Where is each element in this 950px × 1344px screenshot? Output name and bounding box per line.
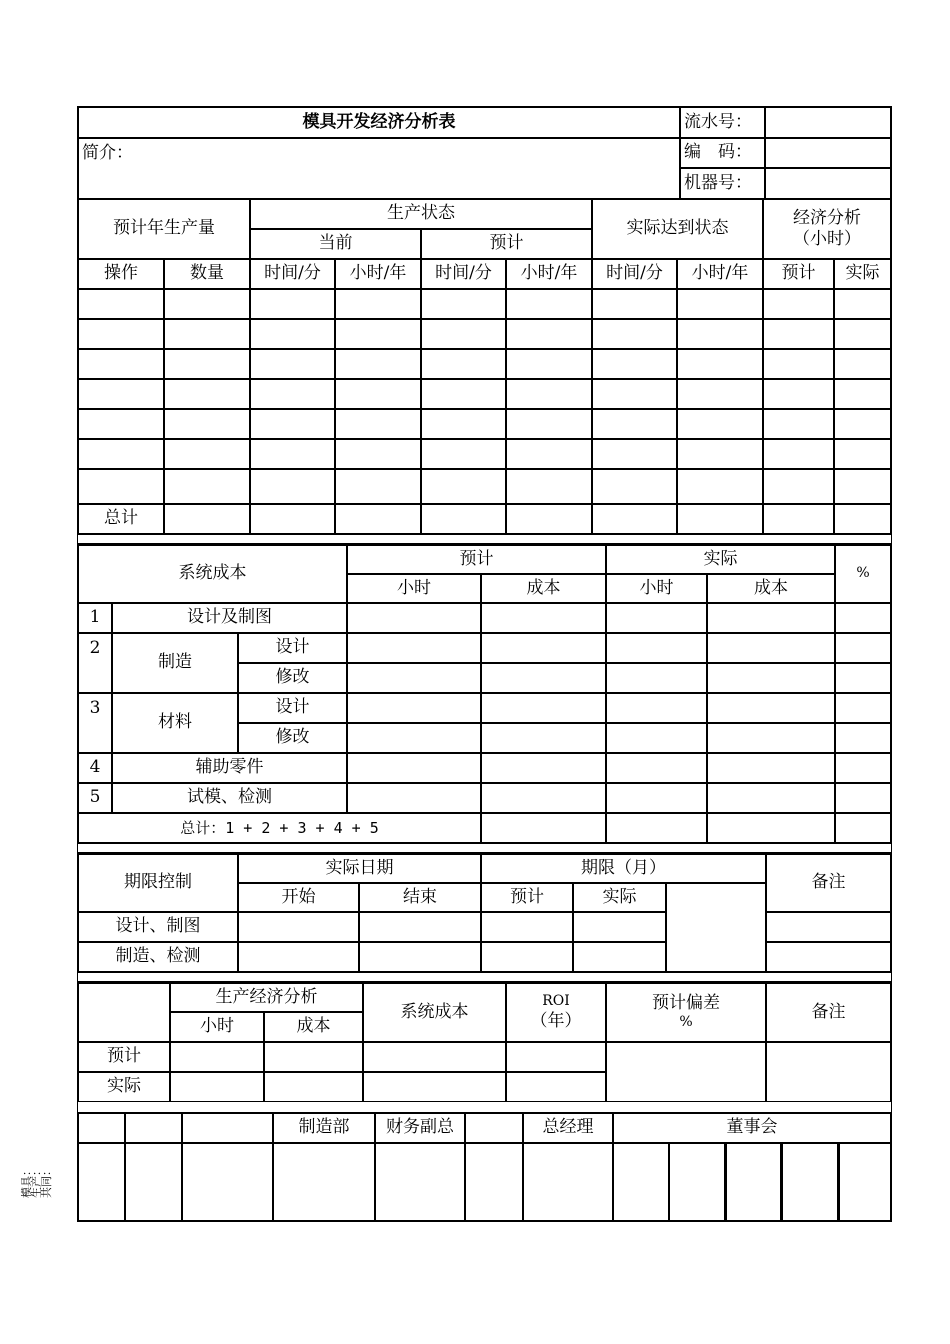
deadline-remarks-cell[interactable] xyxy=(766,912,891,942)
summary-row-label: 实际 xyxy=(78,1072,170,1102)
production-data-cell[interactable] xyxy=(506,349,592,379)
sc-row-item: 试模、检测 xyxy=(112,783,347,813)
production-data-cell[interactable] xyxy=(834,409,891,439)
deadline-value-cell[interactable] xyxy=(359,942,481,972)
production-data-cell[interactable] xyxy=(763,349,834,379)
system-cost-value-cell[interactable] xyxy=(835,603,891,633)
production-column-header: 数量 xyxy=(164,259,250,289)
sc-row-sub: 修改 xyxy=(238,723,347,753)
deadline-value-cell[interactable] xyxy=(359,912,481,942)
deadline-row-label: 制造、检测 xyxy=(78,942,238,972)
sc-row-sub: 修改 xyxy=(238,663,347,693)
deadline-remarks-cell[interactable] xyxy=(766,942,891,972)
system-cost-value-cell[interactable] xyxy=(347,603,481,633)
signature-box[interactable] xyxy=(669,1143,726,1221)
system-cost-value-cell[interactable] xyxy=(707,813,835,843)
sc-row-number: 3 xyxy=(78,693,112,753)
production-data-cell[interactable] xyxy=(592,379,677,409)
system-cost-value-cell[interactable] xyxy=(606,693,707,723)
prod-econ-cost-header: 成本 xyxy=(264,1012,363,1042)
system-cost-value-cell[interactable] xyxy=(347,723,481,753)
period-header: 期限（月） xyxy=(481,853,766,883)
production-data-cell[interactable] xyxy=(78,409,164,439)
system-cost-value-cell[interactable] xyxy=(481,633,606,663)
sc-row-item: 设计及制图 xyxy=(112,603,347,633)
production-data-cell[interactable] xyxy=(506,379,592,409)
production-data-cell[interactable] xyxy=(421,289,506,319)
actual-state-header: 实际达到状态 xyxy=(592,199,763,259)
production-data-cell[interactable] xyxy=(421,349,506,379)
prod-econ-header: 生产经济分析 xyxy=(170,982,363,1012)
roi-unit: （年） xyxy=(530,1010,582,1031)
production-data-cell[interactable] xyxy=(506,504,592,534)
machine-label: 机器号： xyxy=(680,168,765,199)
production-data-cell[interactable] xyxy=(834,504,891,534)
sc-plan-hours-header: 小时 xyxy=(347,574,481,603)
production-data-cell[interactable] xyxy=(164,409,250,439)
deadline-value-cell[interactable] xyxy=(481,912,573,942)
plan-deviation-percent: % xyxy=(679,1014,693,1031)
production-column-header: 小时/年 xyxy=(677,259,763,289)
summary-value-cell[interactable] xyxy=(264,1072,363,1102)
system-cost-header: 系统成本 xyxy=(78,544,347,603)
production-data-cell[interactable] xyxy=(78,289,164,319)
production-data-cell[interactable] xyxy=(78,469,164,504)
production-data-cell[interactable] xyxy=(335,504,421,534)
signature-box[interactable] xyxy=(182,1143,273,1221)
production-data-cell[interactable] xyxy=(763,504,834,534)
signature-box[interactable] xyxy=(782,1143,839,1221)
form-title: 模具开发经济分析表 xyxy=(78,107,680,138)
production-data-cell[interactable] xyxy=(677,379,763,409)
roi-header xyxy=(506,982,606,1042)
code-label: 编 码： xyxy=(680,138,765,168)
production-data-cell[interactable] xyxy=(164,319,250,349)
production-data-cell[interactable] xyxy=(592,504,677,534)
system-cost-value-cell[interactable] xyxy=(481,783,606,813)
system-cost-value-cell[interactable] xyxy=(835,633,891,663)
signature-box[interactable] xyxy=(125,1143,182,1221)
system-cost-value-cell[interactable] xyxy=(835,783,891,813)
signature-box[interactable] xyxy=(726,1143,782,1221)
production-data-cell[interactable] xyxy=(763,319,834,349)
deadline-value-cell[interactable] xyxy=(573,912,666,942)
sc-actual-cost-header: 成本 xyxy=(707,574,835,603)
production-data-cell[interactable] xyxy=(421,379,506,409)
board-label: 董事会 xyxy=(613,1112,891,1143)
mold-economic-analysis-form xyxy=(77,106,892,1222)
sc-plan-header: 预计 xyxy=(347,544,606,574)
production-data-cell[interactable] xyxy=(421,469,506,504)
code-value-field[interactable] xyxy=(765,138,891,168)
production-data-cell[interactable] xyxy=(592,319,677,349)
production-data-cell[interactable] xyxy=(78,379,164,409)
sc-percent-header: % xyxy=(835,544,891,603)
actual-date-header: 实际日期 xyxy=(238,853,481,883)
sc-plan-cost-header: 成本 xyxy=(481,574,606,603)
production-data-cell[interactable] xyxy=(506,319,592,349)
production-data-cell[interactable] xyxy=(250,409,335,439)
deadline-value-cell[interactable] xyxy=(573,942,666,972)
system-cost-value-cell[interactable] xyxy=(835,813,891,843)
system-cost-value-cell[interactable] xyxy=(606,723,707,753)
production-data-cell[interactable] xyxy=(677,289,763,319)
system-cost-value-cell[interactable] xyxy=(347,753,481,783)
system-cost-value-cell[interactable] xyxy=(606,813,707,843)
system-cost-value-cell[interactable] xyxy=(835,693,891,723)
period-actual-header: 实际 xyxy=(573,883,666,912)
deadline-row-label: 设计、制图 xyxy=(78,912,238,942)
side-note-text: 模具： 生产： 共同： xyxy=(20,1165,53,1198)
plan-deviation-header xyxy=(606,982,766,1042)
summary-value-cell[interactable] xyxy=(363,1042,506,1072)
production-data-cell[interactable] xyxy=(421,504,506,534)
roi-label: ROI xyxy=(542,993,570,1010)
manufacturing-label: 制造部 xyxy=(273,1112,375,1143)
signature-box[interactable] xyxy=(523,1143,613,1221)
production-data-cell[interactable] xyxy=(335,319,421,349)
system-cost-value-cell[interactable] xyxy=(707,633,835,663)
production-data-cell[interactable] xyxy=(164,349,250,379)
production-data-cell[interactable] xyxy=(250,469,335,504)
deadline-value-cell[interactable] xyxy=(238,912,359,942)
production-data-cell[interactable] xyxy=(506,469,592,504)
plan-deviation-label: 预计偏差 xyxy=(652,993,720,1014)
system-cost-value-cell[interactable] xyxy=(707,783,835,813)
production-data-cell[interactable] xyxy=(164,504,250,534)
sc-total-label: 总计：1 + 2 + 3 + 4 + 5 xyxy=(78,813,481,843)
system-cost-value-cell[interactable] xyxy=(481,663,606,693)
system-cost-value-cell[interactable] xyxy=(606,633,707,663)
sc-row-number: 4 xyxy=(78,753,112,783)
production-data-cell[interactable] xyxy=(421,409,506,439)
production-column-header: 预计 xyxy=(763,259,834,289)
production-data-cell[interactable] xyxy=(250,349,335,379)
end-header: 结束 xyxy=(359,883,481,912)
production-data-cell[interactable] xyxy=(506,409,592,439)
sc-row-item: 辅助零件 xyxy=(112,753,347,783)
system-cost-value-cell[interactable] xyxy=(707,663,835,693)
production-data-cell[interactable] xyxy=(677,439,763,469)
system-cost-value-cell[interactable] xyxy=(347,633,481,663)
production-data-cell[interactable] xyxy=(78,349,164,379)
signature-box[interactable] xyxy=(78,1143,125,1221)
production-column-header: 时间/分 xyxy=(250,259,335,289)
production-data-cell[interactable] xyxy=(250,319,335,349)
production-data-cell[interactable] xyxy=(250,379,335,409)
production-data-cell[interactable] xyxy=(592,469,677,504)
production-data-cell[interactable] xyxy=(421,439,506,469)
system-cost-value-cell[interactable] xyxy=(835,663,891,693)
production-data-cell[interactable] xyxy=(335,289,421,319)
summary-value-cell[interactable] xyxy=(506,1072,606,1102)
production-data-cell[interactable] xyxy=(834,319,891,349)
production-data-cell[interactable] xyxy=(592,439,677,469)
production-data-cell[interactable] xyxy=(677,349,763,379)
production-column-header: 时间/分 xyxy=(421,259,506,289)
sc-row-number: 1 xyxy=(78,603,112,633)
deadline-value-cell[interactable] xyxy=(481,942,573,972)
production-data-cell[interactable] xyxy=(834,289,891,319)
production-total-label: 总计 xyxy=(78,504,164,534)
production-data-cell[interactable] xyxy=(677,504,763,534)
signoff-header-cell[interactable] xyxy=(182,1112,273,1143)
intro-field[interactable]: 简介： xyxy=(78,138,680,199)
period-plan-header: 预计 xyxy=(481,883,573,912)
system-cost-value-cell[interactable] xyxy=(606,663,707,693)
production-data-cell[interactable] xyxy=(78,439,164,469)
system-cost-value-cell[interactable] xyxy=(481,723,606,753)
current-header: 当前 xyxy=(250,229,421,259)
plan-deviation-field[interactable] xyxy=(606,1042,766,1102)
signature-box[interactable] xyxy=(465,1143,523,1221)
production-data-cell[interactable] xyxy=(834,439,891,469)
production-data-cell[interactable] xyxy=(164,439,250,469)
side-note xyxy=(22,1138,52,1198)
start-header: 开始 xyxy=(238,883,359,912)
signoff-header-cell[interactable] xyxy=(125,1112,182,1143)
section-separator[interactable] xyxy=(78,972,891,982)
system-cost-value-cell[interactable] xyxy=(481,753,606,783)
summary-row-label: 预计 xyxy=(78,1042,170,1072)
summary-value-cell[interactable] xyxy=(363,1072,506,1102)
system-cost-value-cell[interactable] xyxy=(481,693,606,723)
production-data-cell[interactable] xyxy=(592,409,677,439)
annual-production-header: 预计年生产量 xyxy=(78,199,250,259)
system-cost-value-cell[interactable] xyxy=(707,723,835,753)
production-data-cell[interactable] xyxy=(677,319,763,349)
production-data-cell[interactable] xyxy=(763,379,834,409)
summary-remarks-field[interactable] xyxy=(766,1042,891,1102)
period-blank-area[interactable] xyxy=(666,883,766,972)
production-data-cell[interactable] xyxy=(834,349,891,379)
production-data-cell[interactable] xyxy=(677,469,763,504)
summary-value-cell[interactable] xyxy=(170,1072,264,1102)
production-data-cell[interactable] xyxy=(506,289,592,319)
production-data-cell[interactable] xyxy=(335,349,421,379)
production-data-cell[interactable] xyxy=(335,409,421,439)
section-separator[interactable] xyxy=(78,843,891,853)
signature-box[interactable] xyxy=(613,1143,669,1221)
deadline-value-cell[interactable] xyxy=(238,942,359,972)
production-data-cell[interactable] xyxy=(763,439,834,469)
production-data-cell[interactable] xyxy=(335,469,421,504)
economic-analysis-header xyxy=(763,199,891,259)
production-data-cell[interactable] xyxy=(592,289,677,319)
system-cost-value-cell[interactable] xyxy=(707,753,835,783)
summary-value-cell[interactable] xyxy=(264,1042,363,1072)
prod-econ-hours-header: 小时 xyxy=(170,1012,264,1042)
production-column-header: 小时/年 xyxy=(335,259,421,289)
production-data-cell[interactable] xyxy=(834,379,891,409)
production-data-cell[interactable] xyxy=(164,469,250,504)
serial-label: 流水号： xyxy=(680,107,765,138)
system-cost-value-cell[interactable] xyxy=(835,723,891,753)
production-data-cell[interactable] xyxy=(78,319,164,349)
section-separator[interactable] xyxy=(78,534,891,544)
signoff-header-cell[interactable] xyxy=(78,1112,125,1143)
production-column-header: 小时/年 xyxy=(506,259,592,289)
production-data-cell[interactable] xyxy=(250,439,335,469)
signature-box[interactable] xyxy=(375,1143,465,1221)
finance-vp-label: 财务副总 xyxy=(375,1112,465,1143)
summary-system-cost-header: 系统成本 xyxy=(363,982,506,1042)
general-manager-label: 总经理 xyxy=(523,1112,613,1143)
summary-remarks-header: 备注 xyxy=(766,982,891,1042)
production-data-cell[interactable] xyxy=(677,409,763,439)
system-cost-value-cell[interactable] xyxy=(481,603,606,633)
deadline-remarks-header: 备注 xyxy=(766,853,891,912)
sc-row-item: 材料 xyxy=(112,693,238,753)
production-data-cell[interactable] xyxy=(834,469,891,504)
sc-row-number: 2 xyxy=(78,633,112,693)
summary-value-cell[interactable] xyxy=(506,1042,606,1072)
system-cost-value-cell[interactable] xyxy=(835,753,891,783)
system-cost-value-cell[interactable] xyxy=(347,783,481,813)
sc-actual-hours-header: 小时 xyxy=(606,574,707,603)
signature-box[interactable] xyxy=(273,1143,375,1221)
production-data-cell[interactable] xyxy=(164,379,250,409)
sc-row-item: 制造 xyxy=(112,633,238,693)
system-cost-value-cell[interactable] xyxy=(707,603,835,633)
production-data-cell[interactable] xyxy=(250,289,335,319)
production-data-cell[interactable] xyxy=(250,504,335,534)
signature-box[interactable] xyxy=(839,1143,891,1221)
sc-row-sub: 设计 xyxy=(238,693,347,723)
production-status-header: 生产状态 xyxy=(250,199,592,229)
production-data-cell[interactable] xyxy=(763,469,834,504)
system-cost-value-cell[interactable] xyxy=(606,783,707,813)
production-data-cell[interactable] xyxy=(164,289,250,319)
signoff-header-cell[interactable] xyxy=(465,1112,523,1143)
sc-row-number: 5 xyxy=(78,783,112,813)
system-cost-value-cell[interactable] xyxy=(707,693,835,723)
sc-row-sub: 设计 xyxy=(238,633,347,663)
serial-value-field[interactable] xyxy=(765,107,891,138)
system-cost-value-cell[interactable] xyxy=(481,813,606,843)
production-data-cell[interactable] xyxy=(335,379,421,409)
summary-corner xyxy=(78,982,170,1042)
deadline-control-header: 期限控制 xyxy=(78,853,238,912)
system-cost-value-cell[interactable] xyxy=(347,693,481,723)
system-cost-value-cell[interactable] xyxy=(347,663,481,693)
economic-analysis-title: 经济分析 xyxy=(793,207,861,228)
machine-value-field[interactable] xyxy=(765,168,891,199)
sc-actual-header: 实际 xyxy=(606,544,835,574)
production-data-cell[interactable] xyxy=(763,289,834,319)
production-data-cell[interactable] xyxy=(592,349,677,379)
production-column-header: 实际 xyxy=(834,259,891,289)
production-data-cell[interactable] xyxy=(506,439,592,469)
economic-analysis-unit: （小时） xyxy=(793,229,861,249)
system-cost-value-cell[interactable] xyxy=(606,753,707,783)
production-data-cell[interactable] xyxy=(335,439,421,469)
production-data-cell[interactable] xyxy=(763,409,834,439)
production-column-header: 操作 xyxy=(78,259,164,289)
summary-value-cell[interactable] xyxy=(170,1042,264,1072)
production-column-header: 时间/分 xyxy=(592,259,677,289)
system-cost-value-cell[interactable] xyxy=(606,603,707,633)
planned-header: 预计 xyxy=(421,229,592,259)
production-data-cell[interactable] xyxy=(421,319,506,349)
